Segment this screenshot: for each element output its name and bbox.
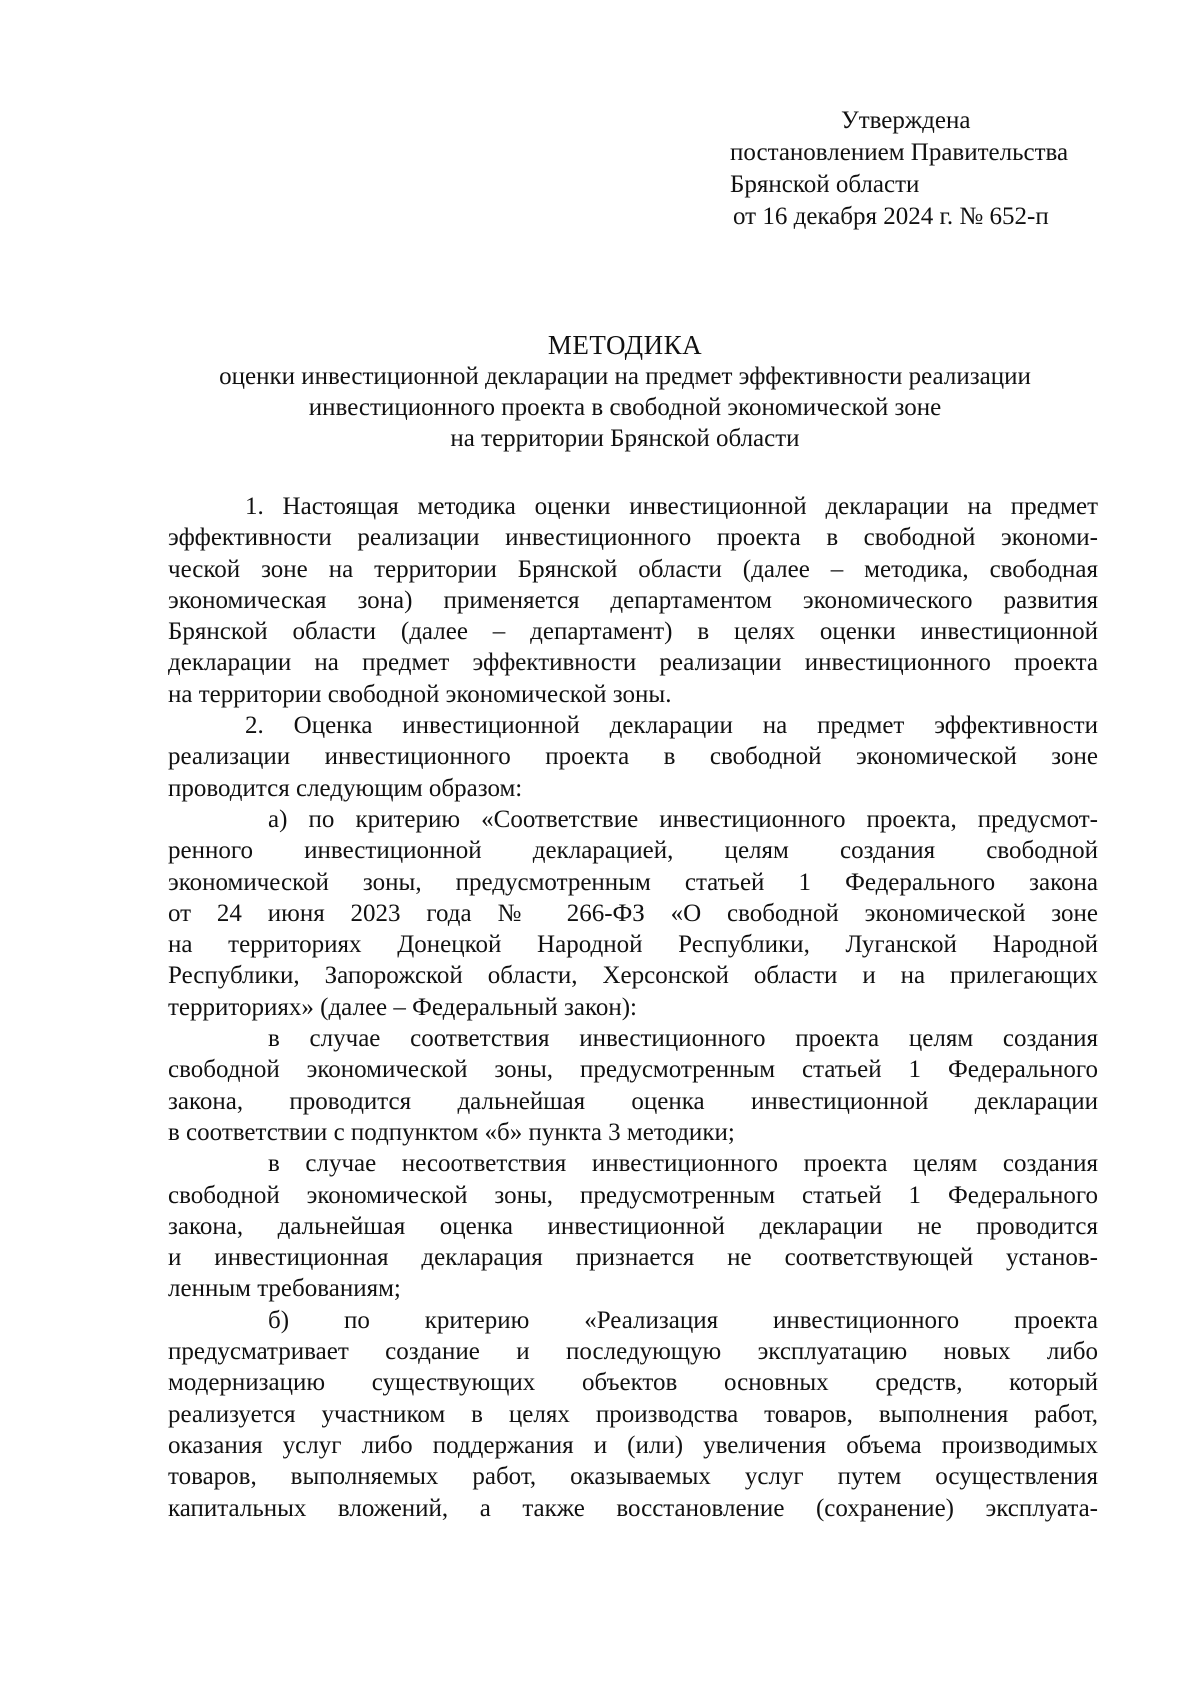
paragraph-line: ренного инвестиционной декларацией, целям создания свободной — [168, 837, 1098, 865]
approval-line-resolution: постановлением Правительства — [730, 139, 1069, 166]
paragraph-line: закона, проводится дальнейшая оценка инвестиционной декларации — [168, 1087, 1098, 1115]
paragraph-line: капитальных вложений, а также восстановление (сохранение) эксплуата- — [168, 1494, 1098, 1522]
approval-line-approved: Утверждена — [841, 107, 971, 134]
paragraph-line: территориях» (далее – Федеральный закон): — [168, 993, 637, 1021]
paragraph-line: в случае несоответствия инвестиционного проекта целям создания — [268, 1150, 1098, 1178]
paragraph-line: эффективности реализации инвестиционного проекта в свободной экономи- — [168, 524, 1098, 552]
title-heading: МЕТОДИКА — [547, 330, 703, 360]
paragraph-2 — [168, 710, 1098, 804]
paragraph-line: от 24 июня 2023 года № 266-ФЗ «О свободной экономической зоне — [168, 899, 1098, 927]
approval-line-region: Брянской области — [730, 171, 920, 198]
paragraph-line: предусматривает создание и последующую эксплуатацию новых либо — [168, 1338, 1098, 1366]
paragraph-2a-compliant — [168, 1023, 1098, 1148]
paragraph-line: экономическая зона) применяется департаментом экономического развития — [168, 586, 1098, 614]
paragraph-line: в соответствии с подпунктом «б» пункта 3 методики; — [168, 1118, 735, 1146]
title-line-1: оценки инвестиционной декларации на предмет эффективности реализации — [219, 363, 1031, 390]
title-line-2: инвестиционного проекта в свободной экономической зоне — [308, 394, 942, 421]
paragraph-line: закона, дальнейшая оценка инвестиционной декларации не проводится — [168, 1212, 1098, 1240]
paragraph-line: 2. Оценка инвестиционной декларации на предмет эффективности — [245, 712, 1098, 740]
paragraph-line: модернизацию существующих объектов основных средств, который — [168, 1369, 1098, 1397]
paragraph-line: ленным требованиям; — [168, 1275, 401, 1303]
paragraph-2a — [168, 804, 1098, 1023]
paragraph-line: Республики, Запорожской области, Херсонской области и на прилегающих — [168, 962, 1098, 990]
paragraph-line: декларации на предмет эффективности реализации инвестиционного проекта — [168, 649, 1098, 677]
paragraph-line: в случае соответствия инвестиционного проекта целям создания — [268, 1025, 1098, 1053]
paragraph-line: свободной экономической зоны, предусмотренным статьей 1 Федерального — [168, 1056, 1098, 1084]
document-title — [160, 330, 1090, 454]
title-line-3: на территории Брянской области — [450, 425, 800, 452]
paragraph-line: проводится следующим образом: — [168, 774, 523, 802]
paragraph-2b — [168, 1305, 1098, 1524]
paragraph-line: реализации инвестиционного проекта в свободной экономической зоне — [168, 743, 1098, 771]
paragraph-line: Брянской области (далее – департамент) в целях оценки инвестиционной — [168, 618, 1098, 646]
paragraph-line: б) по критерию «Реализация инвестиционного проекта — [268, 1306, 1098, 1334]
paragraph-line: товаров, выполняемых работ, оказываемых услуг путем осуществления — [168, 1463, 1098, 1491]
paragraph-line: 1. Настоящая методика оценки инвестиционной декларации на предмет — [245, 493, 1098, 520]
paragraph-2a-noncompliant — [168, 1148, 1098, 1304]
paragraph-line: и инвестиционная декларация признается не соответствующей установ- — [168, 1244, 1098, 1272]
paragraph-line: на территории свободной экономической зоны. — [168, 680, 672, 708]
paragraph-1 — [168, 491, 1098, 710]
paragraph-line: на территориях Донецкой Народной Республики, Луганской Народной — [168, 931, 1098, 959]
paragraph-line: оказания услуг либо поддержания и (или) увеличения объема производимых — [168, 1431, 1098, 1459]
paragraph-line: свободной экономической зоны, предусмотренным статьей 1 Федерального — [168, 1181, 1098, 1209]
paragraph-line: а) по критерию «Соответствие инвестиционного проекта, предусмот- — [268, 805, 1098, 833]
paragraph-line: ческой зоне на территории Брянской области (далее – методика, свободная — [168, 555, 1098, 583]
approval-stamp — [730, 105, 1068, 233]
paragraph-line: реализуется участником в целях производства товаров, выполнения работ, — [168, 1400, 1098, 1428]
document-body — [168, 491, 1098, 1524]
approval-line-date-number: от 16 декабря 2024 г. № 652-п — [733, 203, 1049, 230]
paragraph-line: экономической зоны, предусмотренным статьей 1 Федерального закона — [168, 868, 1098, 896]
